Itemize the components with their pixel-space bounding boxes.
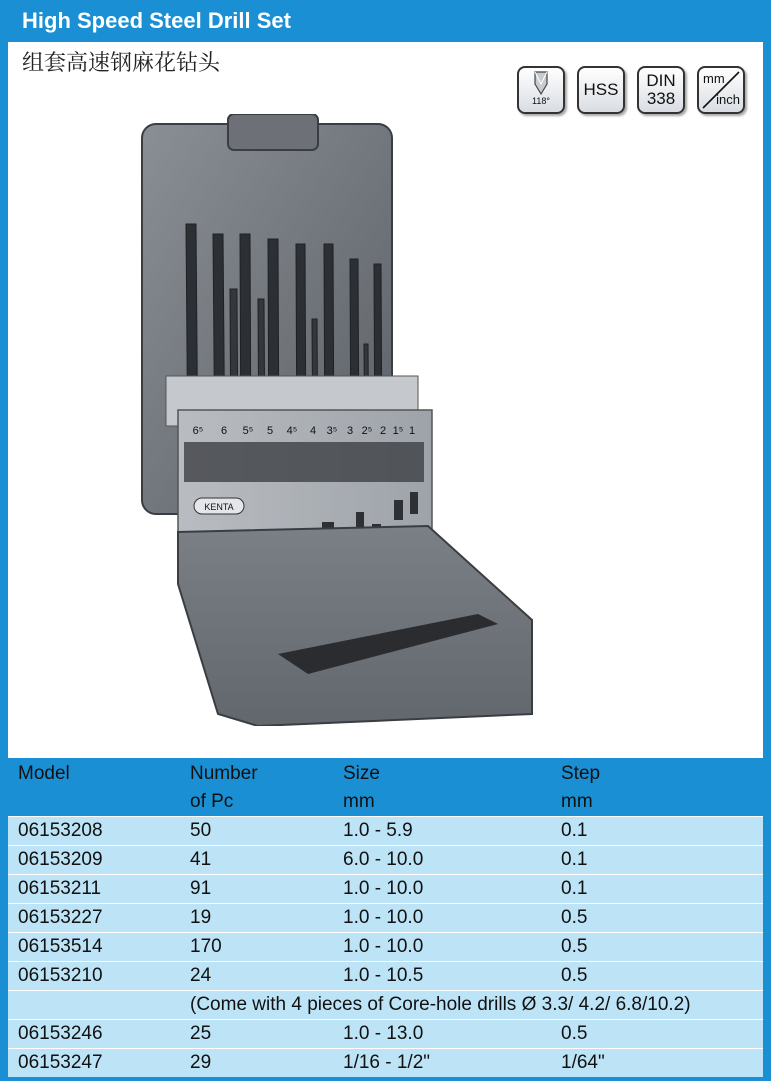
chinese-subtitle: 组套高速钢麻花钻头 xyxy=(22,51,221,76)
cell-model: 06153210 xyxy=(8,962,180,991)
cell-size: 1.0 - 13.0 xyxy=(333,1020,551,1049)
cell-model: 06153246 xyxy=(8,1020,180,1049)
cell-model: 06153211 xyxy=(8,875,180,904)
cell-model: 06153227 xyxy=(8,904,180,933)
header-size-unit: mm xyxy=(333,788,551,817)
cell-pcs: 91 xyxy=(180,875,333,904)
size-mark: 6 xyxy=(220,425,228,437)
size-mark: 2 xyxy=(379,425,387,437)
hss-icon xyxy=(577,66,625,114)
header-model-blank xyxy=(8,788,180,817)
table-note-row xyxy=(8,991,763,1020)
cell-step: 0.5 xyxy=(551,1020,763,1049)
header-step-unit: mm xyxy=(551,788,763,817)
table-row xyxy=(8,904,763,933)
cell-step: 0.5 xyxy=(551,933,763,962)
table-header-row-2 xyxy=(8,788,763,817)
cell-size: 1.0 - 10.0 xyxy=(333,875,551,904)
size-mark: 3 xyxy=(346,425,354,437)
table-row xyxy=(8,817,763,846)
table-row xyxy=(8,1049,763,1078)
cell-step: 0.1 xyxy=(551,875,763,904)
size-mark: 6⁵ xyxy=(192,425,204,437)
size-mark: 1 xyxy=(408,425,416,437)
size-mark: 5⁵ xyxy=(242,425,254,437)
spec-icons xyxy=(517,66,745,114)
cell-step: 0.1 xyxy=(551,846,763,875)
cell-pcs: 25 xyxy=(180,1020,333,1049)
cell-pcs: 19 xyxy=(180,904,333,933)
mm-label: mm xyxy=(703,71,725,86)
size-mark: 2⁵ xyxy=(361,425,373,437)
cell-step: 0.5 xyxy=(551,962,763,991)
size-mark: 5 xyxy=(266,425,274,437)
cell-size: 1/16 - 1/2" xyxy=(333,1049,551,1078)
cell-model: 06153514 xyxy=(8,933,180,962)
cell-step: 1/64" xyxy=(551,1049,763,1078)
cell-model: 06153208 xyxy=(8,817,180,846)
table-row xyxy=(8,846,763,875)
table-row xyxy=(8,875,763,904)
cell-pcs: 50 xyxy=(180,817,333,846)
size-mark: 3⁵ xyxy=(326,425,338,437)
cell-size: 1.0 - 5.9 xyxy=(333,817,551,846)
brand-label: KENTA xyxy=(204,502,234,512)
drill-angle-icon xyxy=(517,66,565,114)
header-step: Step xyxy=(551,760,763,788)
din-icon xyxy=(637,66,685,114)
cell-size: 6.0 - 10.0 xyxy=(333,846,551,875)
cell-step: 0.5 xyxy=(551,904,763,933)
cell-pcs: 41 xyxy=(180,846,333,875)
size-mark: 4 xyxy=(309,425,317,437)
cell-pcs: 24 xyxy=(180,962,333,991)
cell-model: 06153209 xyxy=(8,846,180,875)
spec-table xyxy=(8,760,763,1077)
core-hole-note: (Come with 4 pieces of Core-hole drills Ø 3.3/ 4.2/ 6.8/10.2) xyxy=(180,991,763,1020)
mm-inch-icon xyxy=(697,66,745,114)
header-size: Size xyxy=(333,760,551,788)
inch-label: inch xyxy=(716,92,740,107)
table-row xyxy=(8,962,763,991)
size-mark: 1⁵ xyxy=(392,425,404,437)
cell-pcs: 170 xyxy=(180,933,333,962)
cell-size: 1.0 - 10.5 xyxy=(333,962,551,991)
hss-label: HSS xyxy=(583,80,619,99)
table-header-row xyxy=(8,760,763,788)
din-number: 338 xyxy=(646,89,676,108)
case-clasp xyxy=(228,114,318,150)
cell-pcs: 29 xyxy=(180,1049,333,1078)
cell-size: 1.0 - 10.0 xyxy=(333,904,551,933)
header-number: Number xyxy=(180,760,333,788)
cell-model: 06153247 xyxy=(8,1049,180,1078)
drill-set-photo xyxy=(128,114,548,726)
content-panel xyxy=(8,42,763,758)
table-row xyxy=(8,1020,763,1049)
size-mark: 4⁵ xyxy=(286,425,298,437)
drill-angle-label: 118° xyxy=(532,96,550,106)
cell-step: 0.1 xyxy=(551,817,763,846)
cell-size: 1.0 - 10.0 xyxy=(333,933,551,962)
cell-model-blank xyxy=(8,991,180,1020)
header-number-unit: of Pc xyxy=(180,788,333,817)
page-title: High Speed Steel Drill Set xyxy=(0,0,771,42)
table-row xyxy=(8,933,763,962)
header-model: Model xyxy=(8,760,180,788)
din-label: DIN xyxy=(646,71,676,90)
